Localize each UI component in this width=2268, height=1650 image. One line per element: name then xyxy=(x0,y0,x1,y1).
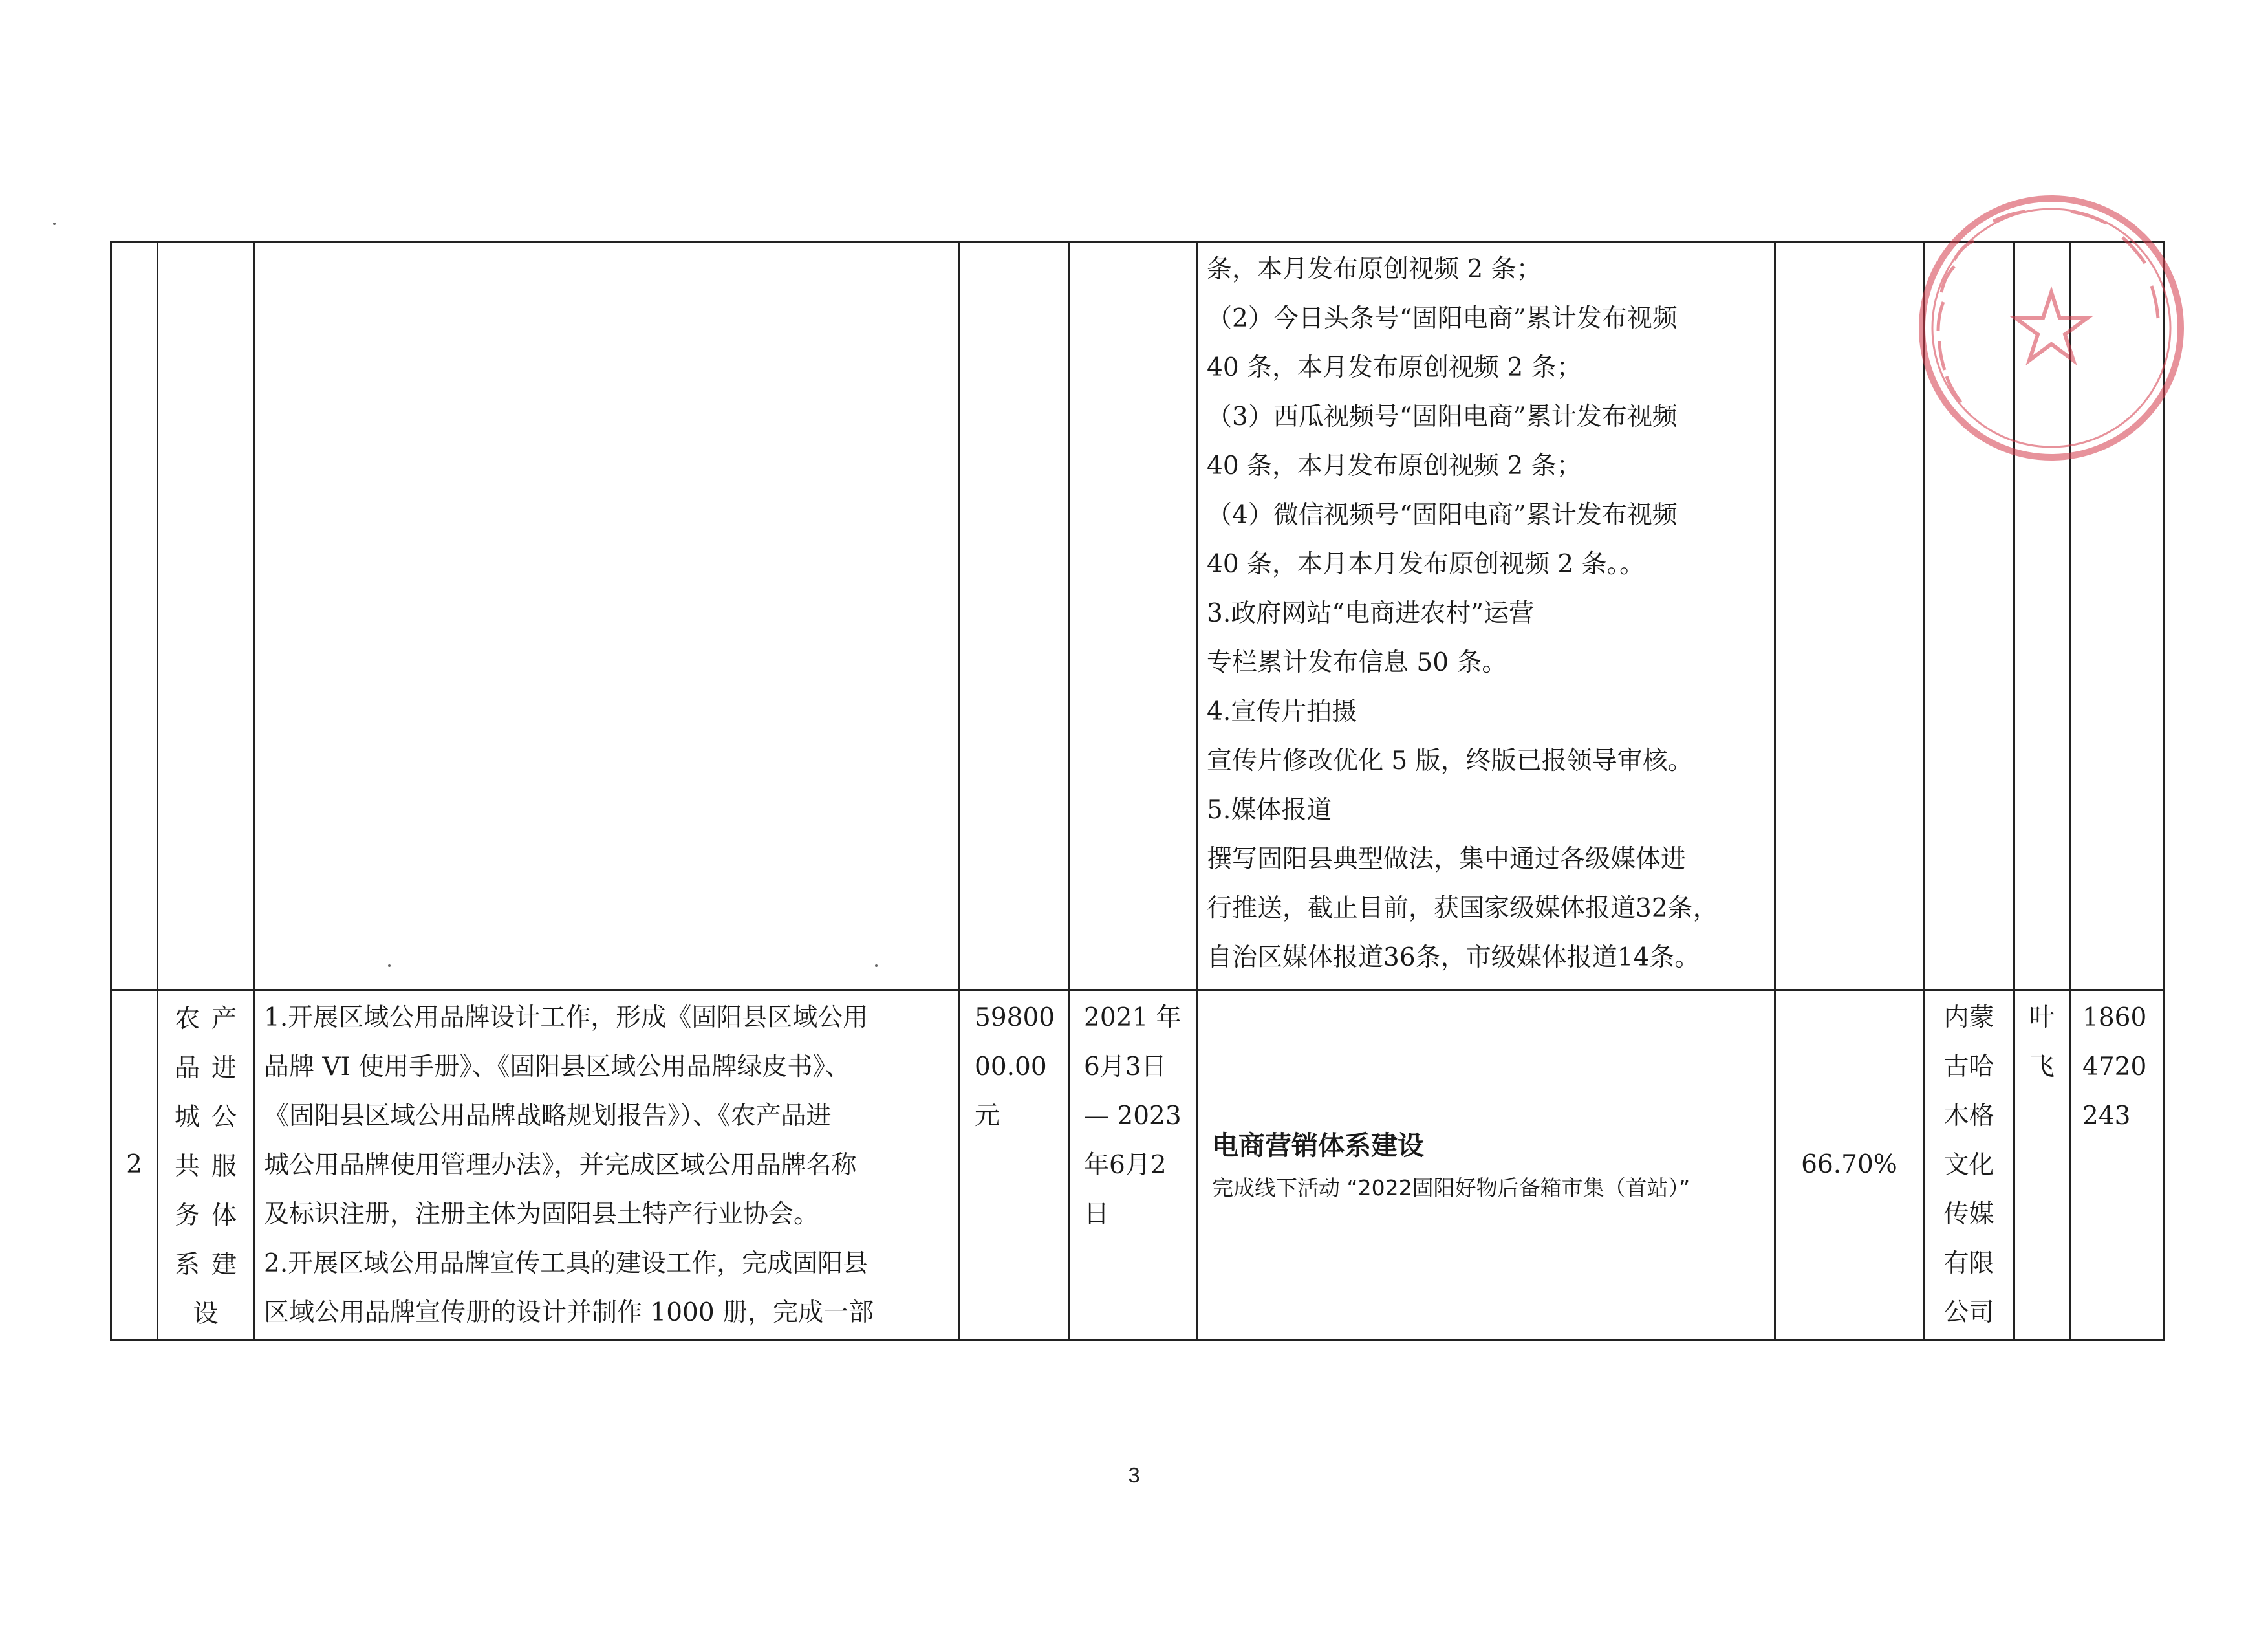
phone-cell xyxy=(2070,990,2165,1340)
project-name xyxy=(158,991,253,1339)
text-line: 城公用品牌使用管理办法》，并完成区域公用品牌名称 xyxy=(264,1151,857,1180)
text-line: （3）西瓜视频号“固阳电商”累计发布视频 xyxy=(1207,402,1678,431)
person-cell xyxy=(2014,990,2070,1340)
text-line: 区域公用品牌宣传册的设计并制作 1000 册，完成一部 xyxy=(264,1298,874,1327)
text-line: 6月3日 xyxy=(1084,1052,1167,1081)
index-cell xyxy=(111,990,158,1340)
text-line: 公司 xyxy=(1943,1298,1994,1327)
text-line: 古哈 xyxy=(1943,1052,1994,1081)
text-line: 传媒 xyxy=(1943,1200,1994,1229)
text-line: （4）微信视频号“固阳电商”累计发布视频 xyxy=(1207,501,1678,530)
progress-table xyxy=(110,241,2165,1341)
text-line: 叶 xyxy=(2029,1003,2055,1032)
text-line: 40 条，本月本月发布原创视频 2 条。。 xyxy=(1207,550,1645,579)
company-cell xyxy=(1924,242,2014,990)
text-line: 243 xyxy=(2082,1102,2131,1131)
text-line: 40 条，本月发布原创视频 2 条； xyxy=(1207,451,1582,481)
progress-subtitle: 完成线下活动 “2022固阳好物后备箱市集（首站）” xyxy=(1212,1175,1690,1200)
amount-cell xyxy=(960,990,1069,1340)
progress-title: 电商营销体系建设 xyxy=(1212,1130,1424,1161)
phone-cell xyxy=(2070,242,2165,990)
text-line: 日 xyxy=(1084,1200,1110,1229)
text-line: 农产 xyxy=(174,1004,248,1034)
company-name xyxy=(1925,991,2013,1338)
text-line: 1.开展区域公用品牌设计工作，形成《固阳县区域公用 xyxy=(264,1003,869,1032)
scan-speck xyxy=(53,223,56,225)
text-line: 40 条，本月发布原创视频 2 条； xyxy=(1207,353,1582,382)
company-cell xyxy=(1924,990,2014,1340)
text-line: 及标识注册，注册主体为固阳县土特产行业协会。 xyxy=(264,1200,819,1229)
text-line: 条，本月发布原创视频 2 条； xyxy=(1207,255,1542,284)
text-line: 内蒙 xyxy=(1943,1003,1994,1032)
rate-cell xyxy=(1775,990,1924,1340)
table-row xyxy=(111,242,2165,990)
scan-speck xyxy=(388,964,391,967)
text-line: 4.宣传片拍摄 xyxy=(1207,697,1357,726)
period-cell xyxy=(1069,242,1197,990)
text-line: 《固阳县区域公用品牌战略规划报告》）、《农产品进 xyxy=(264,1102,832,1131)
text-line: 有限 xyxy=(1943,1249,1994,1278)
amount-text xyxy=(960,991,1068,1141)
content-text xyxy=(255,991,958,1338)
text-line: 5.媒体报道 xyxy=(1207,796,1332,825)
contact-phone xyxy=(2071,991,2163,1141)
person-cell xyxy=(2014,242,2070,990)
text-line: 元 xyxy=(975,1102,1000,1131)
project-name-cell xyxy=(158,990,254,1340)
progress-cell xyxy=(1197,990,1775,1340)
content-cell xyxy=(254,990,960,1340)
period-text xyxy=(1070,991,1196,1239)
project-name-cell xyxy=(158,242,254,990)
text-line: （2）今日头条号“固阳电商”累计发布视频 xyxy=(1207,304,1678,333)
text-line: 专栏累计发布信息 50 条。 xyxy=(1207,648,1507,677)
page-number: 3 xyxy=(1128,1463,1140,1487)
text-line: 设 xyxy=(193,1299,230,1329)
index-cell xyxy=(111,242,158,990)
text-line: 4720 xyxy=(2082,1052,2147,1081)
text-line: 00.00 xyxy=(975,1052,1047,1081)
text-line: 2021 年 xyxy=(1084,1003,1182,1032)
text-line: 1860 xyxy=(2082,1003,2147,1032)
text-line: 2.开展区域公用品牌宣传工具的建设工作，完成固阳县 xyxy=(264,1249,869,1278)
table-row xyxy=(111,990,2165,1340)
text-line: 城公 xyxy=(174,1103,248,1132)
text-line: 59800 xyxy=(975,1003,1055,1032)
rate-cell xyxy=(1775,242,1924,990)
text-line: 行推送，截止目前，获国家级媒体报道32条， xyxy=(1207,894,1718,923)
progress-text xyxy=(1198,243,1774,982)
period-cell xyxy=(1069,990,1197,1340)
progress-cell xyxy=(1197,242,1775,990)
row-index: 2 xyxy=(126,1150,142,1179)
text-line: 年6月2 xyxy=(1084,1151,1167,1180)
text-line: — 2023 xyxy=(1084,1102,1182,1131)
content-cell xyxy=(254,242,960,990)
text-line: 共服 xyxy=(174,1152,248,1181)
scan-speck xyxy=(875,964,878,967)
text-line: 品牌 VI 使用手册》、《固阳县区域公用品牌绿皮书》、 xyxy=(264,1052,850,1081)
amount-cell xyxy=(960,242,1069,990)
text-line: 木格 xyxy=(1943,1102,1994,1131)
text-line: 务体 xyxy=(174,1201,248,1230)
completion-rate: 66.70% xyxy=(1801,1150,1897,1179)
text-line: 品进 xyxy=(174,1054,248,1083)
text-line: 文化 xyxy=(1943,1151,1994,1180)
text-line: 宣传片修改优化 5 版，终版已报领导审核。 xyxy=(1207,746,1693,776)
text-line: 自治区媒体报道36条，市级媒体报道14条。 xyxy=(1207,943,1700,972)
text-line: 飞 xyxy=(2029,1052,2055,1081)
contact-person xyxy=(2015,991,2069,1092)
text-line: 3.政府网站“电商进农村”运营 xyxy=(1207,599,1535,628)
text-line: 撰写固阳县典型做法，集中通过各级媒体进 xyxy=(1207,845,1687,874)
text-line: 系建 xyxy=(174,1250,248,1279)
